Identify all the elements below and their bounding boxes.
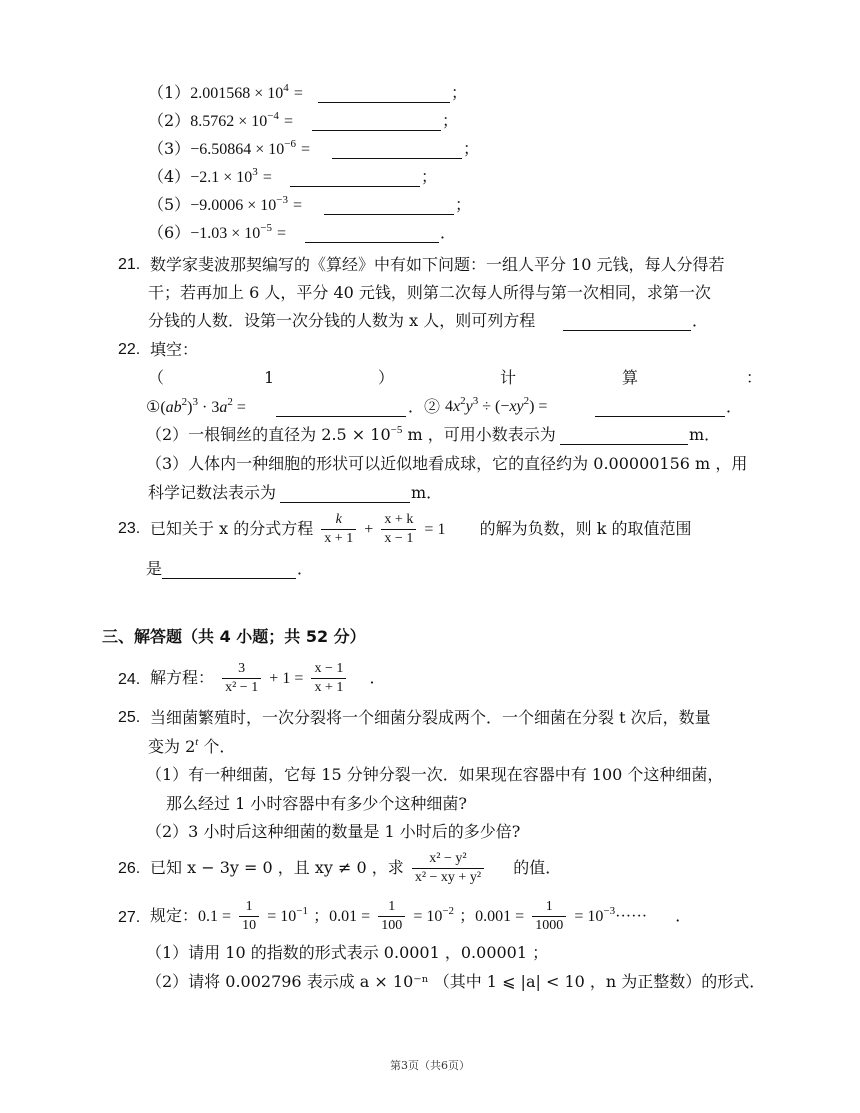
q27-number: 27.	[118, 909, 141, 926]
q26-line: 已知 x − 3y = 0 ，且 xy ≠ 0 ，求 $\frac{\text{x² − y²}}{\text{x² − xy + y²}}$ 的值．	[150, 851, 562, 885]
q21-line1: 数学家斐波那契编写的《算经》中有如下问题：一组人平分 10 元钱，每人分得若	[150, 255, 725, 274]
q21-number: 21.	[118, 256, 141, 273]
q24-fraction-2: $\frac{x - 1}{x + 1}$	[311, 660, 346, 697]
answer-blank-21[interactable]	[563, 314, 691, 331]
q22-title: 填空：	[150, 340, 199, 359]
q23-line2: 是	[146, 559, 163, 578]
q20-item-4: $(4)-2.1 \times 10^3$ =	[148, 166, 272, 186]
q21-line2: 干；若再加上 6 人，平分 40 元钱，则第二次每人所得与第一次相同，求第一次	[148, 283, 711, 302]
section-3-title: 三、解答题（共 4 小题；共 52 分）	[102, 627, 366, 646]
q22-part2: （2）一根铜丝的直径为 $2.5 \times 10^{-5}$ m ，可用小数表示为	[146, 424, 556, 444]
q20-item-2: $(2)8.5762 \times 10^{-4}$ =	[148, 110, 294, 130]
q22-part3-line1: （3）人体内一种细胞的形状可以近似地看成球，它的直径约为 0.00000156 m ，用	[146, 454, 748, 473]
answer-blank-23[interactable]	[162, 562, 296, 579]
q25-part2: （2）3 小时后这种细菌的数量是 1 小时后的多少倍?	[146, 822, 521, 841]
answer-blank-20-4[interactable]	[290, 170, 420, 187]
q27-fraction-3: $\frac{1}{1000}$	[532, 898, 566, 935]
q20-item-5: $(5)-9.0006 \times 10^{-3}$ =	[148, 194, 303, 214]
q26-fraction: $\frac{\text{x² − y²}}{\text{x² − xy + y²}}$	[412, 850, 484, 887]
answer-blank-22-3[interactable]	[280, 486, 410, 503]
q20-item-3: $(3)-6.50864 \times 10^{-6}$ =	[148, 138, 311, 158]
q24-fraction-1: $\frac{3}{\text{x² − 1}}$	[222, 660, 261, 697]
q26-number: 26.	[118, 860, 141, 877]
q23-fraction-1: $\frac{k}{x + 1}$	[321, 511, 356, 548]
answer-blank-20-6[interactable]	[305, 226, 439, 243]
q27-line: 规定：0.1 = $\frac{1}{10}$ = $10^{-1}$ ；0.01 = $\frac{1}{100}$ = $10^{-2}$ ；0.001 = $\frac{1}{1000}$ = $10^{-3}\cdot\cdot\cdot\cdot\cdot\cdot$ ．	[150, 899, 692, 933]
page-footer: 第3页（共6页）	[390, 1059, 470, 1072]
q20-item-6: $(6)-1.03 \times 10^{-5}$ =	[148, 222, 287, 242]
q27-part1: （1）请用 10 的指数的形式表示 0.0001 ，0.00001 ；	[146, 943, 549, 962]
q27-fraction-2: $\frac{1}{100}$	[378, 898, 405, 935]
q24-number: 24.	[118, 671, 141, 688]
q21-line3: 分钱的人数．设第一次分钱的人数为 x 人，则可列方程	[148, 311, 536, 330]
q23-line1: 已知关于 x 的分式方程 $\frac{k}{x + 1}$ + $\frac{x + k}{x - 1}$ = 1 的解为负数，则 k 的取值范围	[150, 512, 692, 546]
q25-line1: 当细菌繁殖时，一次分裂将一个细菌分裂成两个．一个细菌在分裂 t 次后，数量	[150, 708, 711, 727]
q22-part1: $①(ab^2)^3 \cdot 3a^2$ =	[146, 396, 246, 416]
answer-blank-22-1a[interactable]	[276, 400, 406, 417]
q23-number: 23.	[118, 520, 141, 537]
q20-item-1: $(1)2.001568 \times 10^4$ =	[148, 82, 303, 102]
q27-fraction-1: $\frac{1}{10}$	[239, 898, 259, 935]
answer-blank-22-2[interactable]	[560, 428, 688, 445]
q25-part1-line2: 那么经过 1 小时容器中有多少个这种细菌?	[166, 794, 467, 813]
q22-part3-line2: 科学记数法表示为	[148, 483, 277, 502]
answer-blank-20-5[interactable]	[324, 198, 454, 215]
q25-line2: 变为 2$^t$ 个．	[148, 736, 236, 756]
answer-blank-22-1b[interactable]	[595, 400, 725, 417]
q22-number: 22.	[118, 341, 141, 358]
q25-part1-line1: （1）有一种细菌，它每 15 分钟分裂一次．如果现在容器中有 100 个这种细菌，	[146, 765, 724, 784]
q22-part1-expr2: $4x^2y^3 \div (-xy^2)$ =	[445, 395, 548, 415]
q27-part2: （2）请将 0.002796 表示成 a × 10⁻ⁿ （其中 1 ⩽ |a| < 10 ，n 为正整数）的形式．	[146, 972, 766, 991]
q23-fraction-2: $\frac{x + k}{x - 1}$	[381, 511, 416, 548]
answer-blank-20-2[interactable]	[312, 114, 441, 131]
answer-blank-20-3[interactable]	[332, 142, 462, 159]
answer-blank-20-1[interactable]	[318, 86, 450, 103]
q25-number: 25.	[118, 709, 141, 726]
q24-line: 解方程： $\frac{3}{\text{x² − 1}}$ + 1 = $\frac{x - 1}{x + 1}$ ．	[150, 661, 386, 695]
